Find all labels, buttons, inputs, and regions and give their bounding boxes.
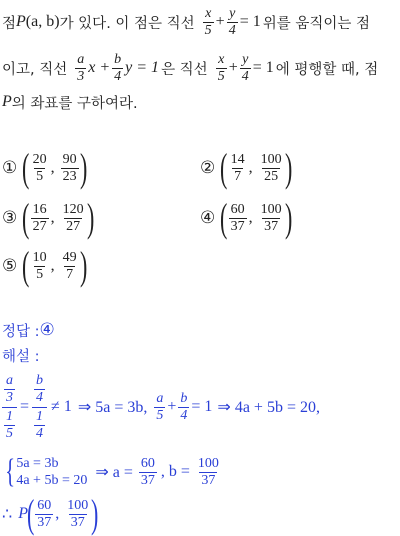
choice-4[interactable]: ④ ( $\frac{60}{37}$ , $\frac{100}{37}$ ) [200,195,292,240]
equation-part: y = 1 [125,59,160,76]
plus-sign: + [215,13,225,30]
equation-system: { 5a = 3b 4a + 5b = 20 [5,453,88,490]
answer-value: ④ [39,320,55,340]
fraction: $\frac{10}{5}$ [32,249,47,282]
point-coords: (a, b) [25,13,60,30]
plus-sign: + [228,59,238,76]
fraction: $\frac{20}{5}$ [32,151,47,184]
problem-text: 의 좌표를 구하여라. [11,95,138,112]
choice-2[interactable]: ② ( $\frac{14}{7}$ , $\frac{100}{25}$ ) [200,145,292,190]
choice-number: ③ [2,208,18,228]
answer-label: 정답 : [2,323,40,340]
fraction: $\frac{x}{5}$ [217,51,225,84]
choice-number: ④ [200,208,216,228]
choice-number: ⑤ [2,256,18,276]
problem-text: 점 [2,15,17,32]
choice-1[interactable]: ① ( $\frac{20}{5}$ , $\frac{90}{23}$ ) [2,145,87,190]
problem-text: 가 있다. 이 점은 직선 [59,15,195,32]
solution-line-1: $\frac{\frac{a}{3}}{\frac{1}{5}}$ = $\frac{\frac{b}{4}}{\frac{1}{4}}$ ≠ 1 ⇒ 5a = 3b, $\frac{a}{5}$ + $\frac{b}{4}$ = 1 ⇒ 4a + 5b = 20, [2,370,320,444]
fraction: $\frac{x}{5}$ [204,5,212,38]
problem-text: 이고, 직선 [2,61,68,78]
equation-part: x + [88,59,111,76]
fraction: $\frac{b}{4}$ [114,51,122,84]
fraction: $\frac{14}{7}$ [230,151,245,184]
fraction: $\frac{60}{37}$ [230,201,245,234]
fraction: $\frac{16}{27}$ [32,201,47,234]
problem-text: 은 직선 [161,61,208,78]
fraction: $\frac{a}{3}$ [77,51,85,84]
equation-rhs: = 1 [252,59,274,76]
fraction: $\frac{90}{23}$ [62,151,77,184]
problem-line-2 [2,46,378,90]
point-label: P [16,13,26,30]
problem-line-1 [2,0,370,44]
point-label: P [2,93,12,110]
solution-line-3: ∴ P ( $\frac{60}{37}$ , $\frac{100}{37}$ ) [2,491,99,536]
explanation-label: 해설 : [2,348,40,365]
problem-text: 에 평행할 때, 점 [275,61,379,78]
problem-text: 위를 움직이는 점 [262,15,371,32]
problem-line-3 [2,90,138,114]
fraction: $\frac{120}{27}$ [62,201,84,234]
choice-number: ① [2,158,18,178]
compound-fraction: $\frac{\frac{a}{3}}{\frac{1}{5}}$ [2,374,17,441]
compound-fraction: $\frac{\frac{b}{4}}{\frac{1}{4}}$ [32,374,47,441]
fraction: $\frac{y}{4}$ [228,5,236,38]
choice-3[interactable]: ③ ( $\frac{16}{27}$ , $\frac{120}{27}$ ) [2,195,94,240]
fraction: $\frac{100}{37}$ [260,201,282,234]
solution-line-2: { 5a = 3b 4a + 5b = 20 ⇒ a = $\frac{60}{37}$ , b = $\frac{100}{37}$ [2,450,223,494]
choice-5[interactable]: ⑤ ( $\frac{10}{5}$ , $\frac{49}{7}$ ) [2,243,87,288]
answer-line [2,318,55,342]
fraction: $\frac{100}{25}$ [260,151,282,184]
equation-rhs: = 1 [239,13,261,30]
choice-number: ② [200,158,216,178]
fraction: $\frac{49}{7}$ [62,249,77,282]
fraction: $\frac{y}{4}$ [241,51,249,84]
